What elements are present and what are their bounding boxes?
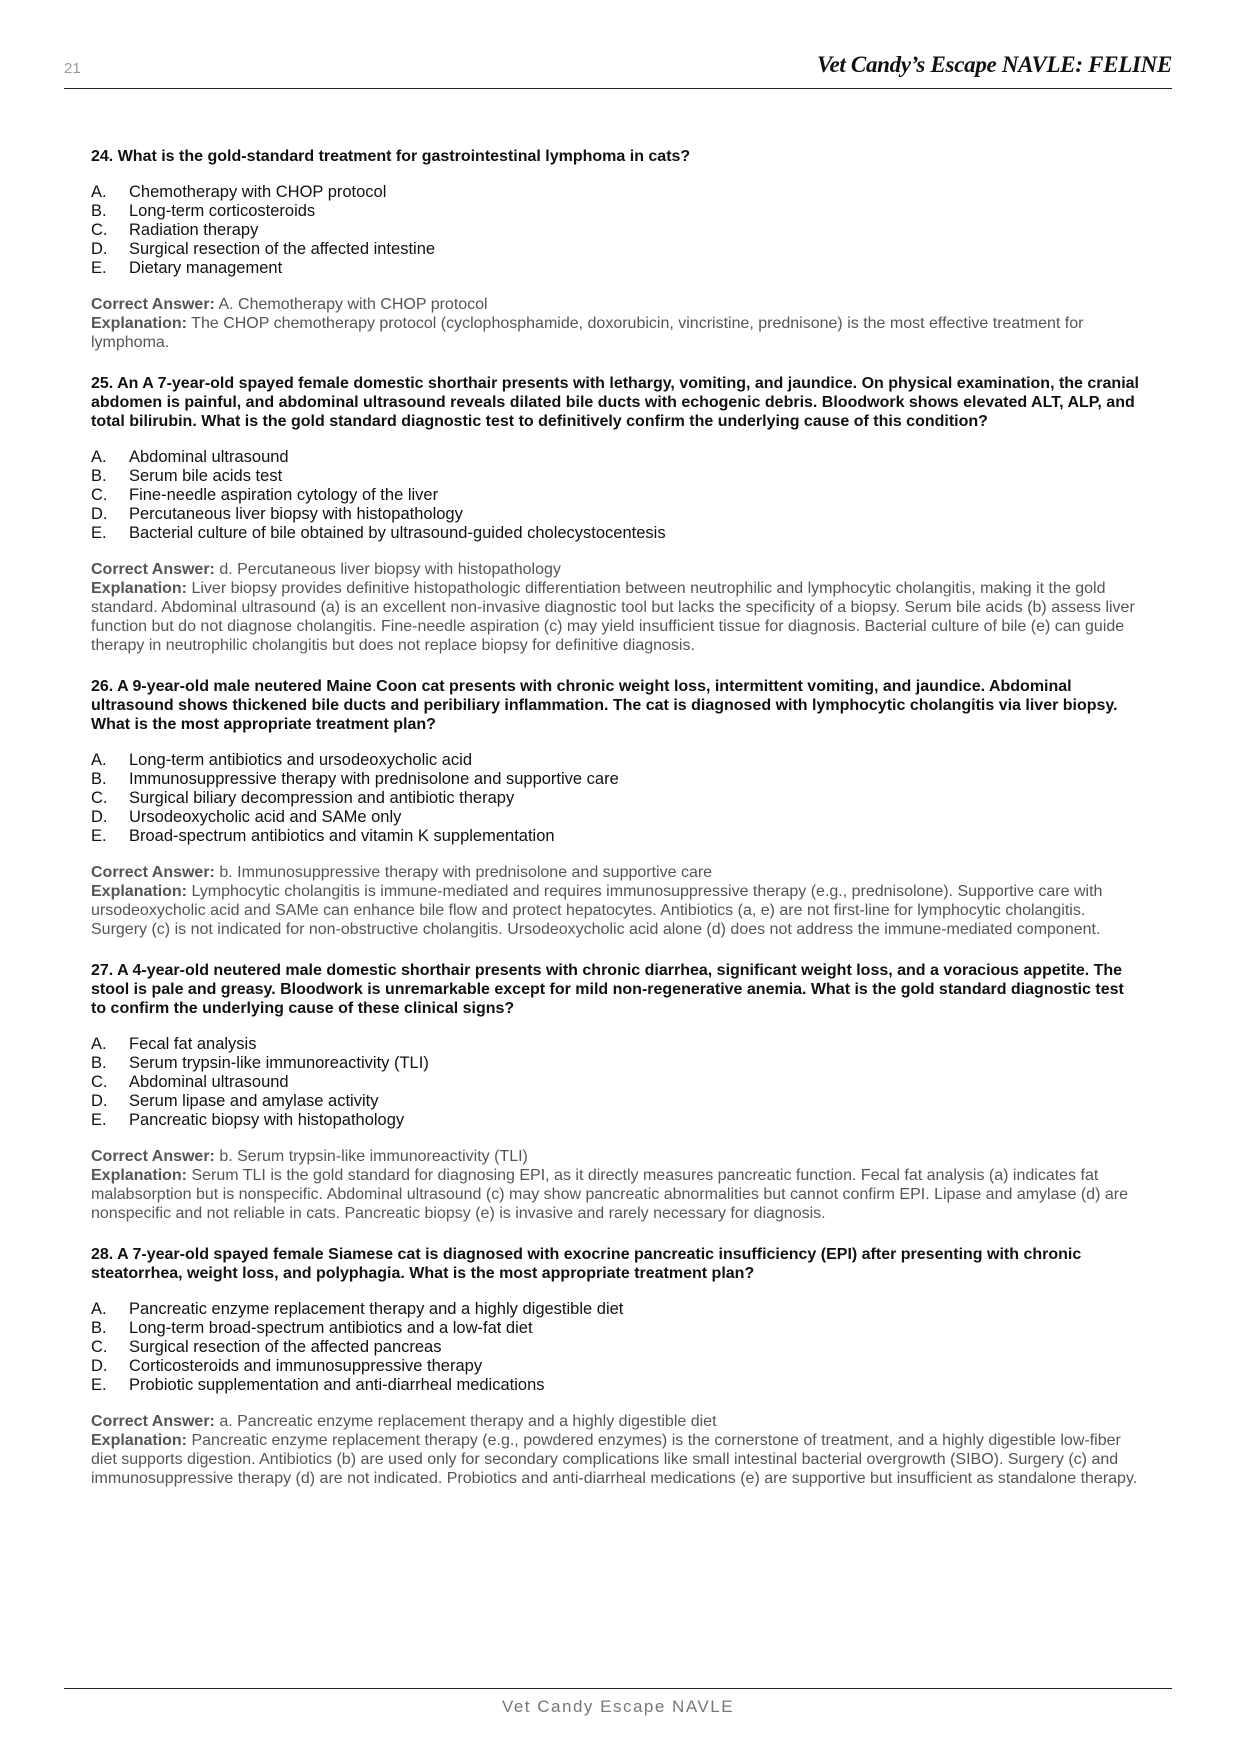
option-text: Bacterial culture of bile obtained by ultrasound-guided cholecystocentesis bbox=[129, 524, 666, 542]
option-text: Ursodeoxycholic acid and SAMe only bbox=[129, 808, 402, 826]
option-text: Abdominal ultrasound bbox=[129, 448, 289, 466]
option-d bbox=[91, 1357, 1141, 1376]
option-letter: A. bbox=[91, 448, 107, 466]
correct-answer-label: Correct Answer: bbox=[91, 1148, 215, 1165]
option-text: Percutaneous liver biopsy with histopathology bbox=[129, 505, 463, 523]
option-text: Long-term antibiotics and ursodeoxycholic acid bbox=[129, 751, 473, 769]
option-d bbox=[91, 240, 1141, 259]
option-text: Surgical resection of the affected pancreas bbox=[129, 1338, 442, 1356]
correct-answer-text: b. Immunosuppressive therapy with prednisolone and supportive care bbox=[219, 864, 713, 881]
question-28 bbox=[91, 1245, 1141, 1488]
question-stem: 28. A 7-year-old spayed female Siamese cat is diagnosed with exocrine pancreatic insufficiency (EPI) after presenting with chronic steatorrhea, weight loss, and polyphagia. What is the most appropriate treatment plan? bbox=[91, 1246, 1082, 1282]
option-text: Broad-spectrum antibiotics and vitamin K supplementation bbox=[129, 827, 555, 845]
correct-answer bbox=[91, 1147, 1141, 1166]
option-letter: D. bbox=[91, 1092, 108, 1110]
book-title: Vet Candy’s Escape NAVLE: FELINE bbox=[816, 52, 1172, 77]
option-letter: C. bbox=[91, 221, 108, 239]
option-b bbox=[91, 1319, 1141, 1338]
question-stem: 27. A 4-year-old neutered male domestic shorthair presents with chronic diarrhea, significant weight loss, and a voracious appetite. The stool is pale and greasy. Bloodwork is unremarkable except for mild non-regenerative anemia. What is the gold standard diagnostic test to confirm the underlying cause of these clinical signs? bbox=[91, 962, 1124, 1017]
correct-answer-text: A. Chemotherapy with CHOP protocol bbox=[218, 296, 488, 313]
answer-block bbox=[91, 1412, 1141, 1488]
option-a bbox=[91, 448, 1141, 467]
question-stem: 26. A 9-year-old male neutered Maine Coon cat presents with chronic weight loss, intermittent vomiting, and jaundice. Abdominal ultrasound shows thickened bile ducts and peribiliary inflammation. The cat is diagnosed with lymphocytic cholangitis via liver biopsy. What is the most appropriate treatment plan? bbox=[91, 678, 1118, 733]
option-text: Immunosuppressive therapy with prednisolone and supportive care bbox=[129, 770, 619, 788]
answer-block bbox=[91, 560, 1141, 655]
option-d bbox=[91, 505, 1141, 524]
option-c bbox=[91, 1338, 1141, 1357]
question-25 bbox=[91, 374, 1141, 655]
explanation-text: The CHOP chemotherapy protocol (cyclophosphamide, doxorubicin, vincristine, prednisone) is the most effective treatment for lymphoma. bbox=[91, 315, 1084, 351]
explanation-text: Lymphocytic cholangitis is immune-mediated and requires immunosuppressive therapy (e.g., prednisolone). Supportive care with ursodeoxycholic acid and SAMe can enhance bile flow and protect hepatocytes. Antibiotics (a, e) are not first-line for lymphocytic cholangitis. Surgery (c) is not indicated for non-obstructive cholangitis. Ursodeoxycholic acid alone (d) does not address the immune-mediated component. bbox=[91, 883, 1103, 938]
option-list bbox=[91, 1035, 1141, 1130]
correct-answer bbox=[91, 863, 1141, 882]
option-a bbox=[91, 751, 1141, 770]
option-c bbox=[91, 789, 1141, 808]
option-e bbox=[91, 259, 1141, 278]
option-letter: B. bbox=[91, 1054, 107, 1072]
explanation bbox=[91, 1166, 1141, 1223]
option-list bbox=[91, 448, 1141, 543]
option-letter: A. bbox=[91, 751, 107, 769]
question-27 bbox=[91, 961, 1141, 1223]
option-text: Probiotic supplementation and anti-diarrheal medications bbox=[129, 1376, 545, 1394]
option-e bbox=[91, 827, 1141, 846]
footer-text: Vet Candy Escape NAVLE bbox=[501, 1697, 735, 1716]
option-text: Fecal fat analysis bbox=[129, 1035, 257, 1053]
explanation-label: Explanation: bbox=[91, 883, 188, 900]
option-list bbox=[91, 1300, 1141, 1395]
explanation-label: Explanation: bbox=[91, 1167, 188, 1184]
option-b bbox=[91, 1054, 1141, 1073]
correct-answer-label: Correct Answer: bbox=[91, 1413, 215, 1430]
correct-answer-text: d. Percutaneous liver biopsy with histopathology bbox=[219, 561, 561, 578]
explanation-text: Pancreatic enzyme replacement therapy (e.g., powdered enzymes) is the cornerstone of treatment, and a highly digestible low-fiber diet supports digestion. Antibiotics (b) are used only for secondary complications like small intestinal bacterial overgrowth (SIBO). Surgery (c) and immunosuppressive therapy (d) are not indicated. Probiotics and anti-diarrheal medications (e) are supportive but insufficient as standalone therapy. bbox=[91, 1432, 1138, 1487]
option-letter: E. bbox=[91, 1376, 107, 1394]
option-letter: B. bbox=[91, 467, 107, 485]
option-c bbox=[91, 221, 1141, 240]
option-text: Dietary management bbox=[129, 259, 283, 277]
option-text: Surgical biliary decompression and antibiotic therapy bbox=[129, 789, 515, 807]
option-a bbox=[91, 1300, 1141, 1319]
option-text: Surgical resection of the affected intestine bbox=[129, 240, 436, 258]
option-text: Radiation therapy bbox=[129, 221, 259, 239]
option-letter: E. bbox=[91, 1111, 107, 1129]
page-footer bbox=[64, 1688, 1172, 1717]
option-text: Pancreatic enzyme replacement therapy and a highly digestible diet bbox=[129, 1300, 624, 1318]
correct-answer-label: Correct Answer: bbox=[91, 296, 215, 313]
explanation bbox=[91, 579, 1141, 655]
option-e bbox=[91, 524, 1141, 543]
correct-answer-text: b. Serum trypsin-like immunoreactivity (TLI) bbox=[219, 1148, 528, 1165]
option-letter: C. bbox=[91, 789, 108, 807]
option-list bbox=[91, 183, 1141, 278]
question-stem: 24. What is the gold-standard treatment for gastrointestinal lymphoma in cats? bbox=[91, 148, 691, 165]
correct-answer bbox=[91, 560, 1141, 579]
option-c bbox=[91, 486, 1141, 505]
option-text: Serum lipase and amylase activity bbox=[129, 1092, 379, 1110]
option-letter: C. bbox=[91, 1338, 108, 1356]
option-letter: A. bbox=[91, 1300, 107, 1318]
explanation-text: Liver biopsy provides definitive histopathologic differentiation between neutrophilic and lymphocytic cholangitis, making it the gold standard. Abdominal ultrasound (a) is an excellent non-invasive diagnostic tool but lacks the specificity of a biopsy. Serum bile acids (b) assess liver function but do not diagnose cholangitis. Fine-needle aspiration (c) may yield insufficient tissue for diagnosis. Bacterial culture of bile (e) can guide therapy in neutrophilic cholangitis but does not replace biopsy for definitive diagnosis. bbox=[91, 580, 1135, 654]
explanation bbox=[91, 882, 1141, 939]
explanation-label: Explanation: bbox=[91, 315, 188, 332]
option-text: Long-term corticosteroids bbox=[129, 202, 316, 220]
option-letter: E. bbox=[91, 524, 107, 542]
option-letter: A. bbox=[91, 1035, 107, 1053]
correct-answer-text: a. Pancreatic enzyme replacement therapy and a highly digestible diet bbox=[219, 1413, 717, 1430]
option-text: Fine-needle aspiration cytology of the liver bbox=[129, 486, 439, 504]
option-letter: B. bbox=[91, 202, 107, 220]
option-a bbox=[91, 1035, 1141, 1054]
correct-answer bbox=[91, 1412, 1141, 1431]
option-c bbox=[91, 1073, 1141, 1092]
option-b bbox=[91, 770, 1141, 789]
explanation bbox=[91, 1431, 1141, 1488]
option-letter: B. bbox=[91, 770, 107, 788]
option-b bbox=[91, 202, 1141, 221]
option-letter: D. bbox=[91, 808, 108, 826]
option-letter: A. bbox=[91, 183, 107, 201]
explanation-label: Explanation: bbox=[91, 580, 188, 597]
explanation bbox=[91, 314, 1141, 352]
option-letter: E. bbox=[91, 827, 107, 845]
option-letter: C. bbox=[91, 486, 108, 504]
option-letter: C. bbox=[91, 1073, 108, 1091]
option-e bbox=[91, 1376, 1141, 1395]
option-b bbox=[91, 467, 1141, 486]
correct-answer-label: Correct Answer: bbox=[91, 864, 215, 881]
page-number: 21 bbox=[64, 60, 81, 77]
question-stem: 25. An A 7-year-old spayed female domestic shorthair presents with lethargy, vomiting, and jaundice. On physical examination, the cranial abdomen is painful, and abdominal ultrasound reveals dilated bile ducts with echogenic debris. Bloodwork shows elevated ALT, ALP, and total bilirubin. What is the gold standard diagnostic test to definitively confirm the underlying cause of this condition? bbox=[91, 375, 1139, 430]
option-letter: D. bbox=[91, 505, 108, 523]
option-list bbox=[91, 751, 1141, 846]
questions-container bbox=[91, 147, 1141, 1510]
question-24 bbox=[91, 147, 1141, 352]
option-text: Chemotherapy with CHOP protocol bbox=[129, 183, 387, 201]
option-e bbox=[91, 1111, 1141, 1130]
option-d bbox=[91, 808, 1141, 827]
option-text: Serum bile acids test bbox=[129, 467, 283, 485]
explanation-label: Explanation: bbox=[91, 1432, 188, 1449]
correct-answer-label: Correct Answer: bbox=[91, 561, 215, 578]
answer-block bbox=[91, 863, 1141, 939]
option-text: Corticosteroids and immunosuppressive therapy bbox=[129, 1357, 483, 1375]
question-26 bbox=[91, 677, 1141, 939]
option-letter: D. bbox=[91, 240, 108, 258]
option-letter: D. bbox=[91, 1357, 108, 1375]
option-a bbox=[91, 183, 1141, 202]
option-d bbox=[91, 1092, 1141, 1111]
option-text: Long-term broad-spectrum antibiotics and a low-fat diet bbox=[129, 1319, 533, 1337]
option-text: Abdominal ultrasound bbox=[129, 1073, 289, 1091]
page-header bbox=[64, 52, 1172, 89]
answer-block bbox=[91, 295, 1141, 352]
option-letter: E. bbox=[91, 259, 107, 277]
correct-answer bbox=[91, 295, 1141, 314]
explanation-text: Serum TLI is the gold standard for diagnosing EPI, as it directly measures pancreatic function. Fecal fat analysis (a) indicates fat malabsorption but is nonspecific. Abdominal ultrasound (c) may show pancreatic abnormalities but cannot confirm EPI. Lipase and amylase (d) are nonspecific and not reliable in cats. Pancreatic biopsy (e) is invasive and rarely necessary for diagnosis. bbox=[91, 1167, 1128, 1222]
option-text: Serum trypsin-like immunoreactivity (TLI) bbox=[129, 1054, 429, 1072]
option-letter: B. bbox=[91, 1319, 107, 1337]
answer-block bbox=[91, 1147, 1141, 1223]
option-text: Pancreatic biopsy with histopathology bbox=[129, 1111, 405, 1129]
